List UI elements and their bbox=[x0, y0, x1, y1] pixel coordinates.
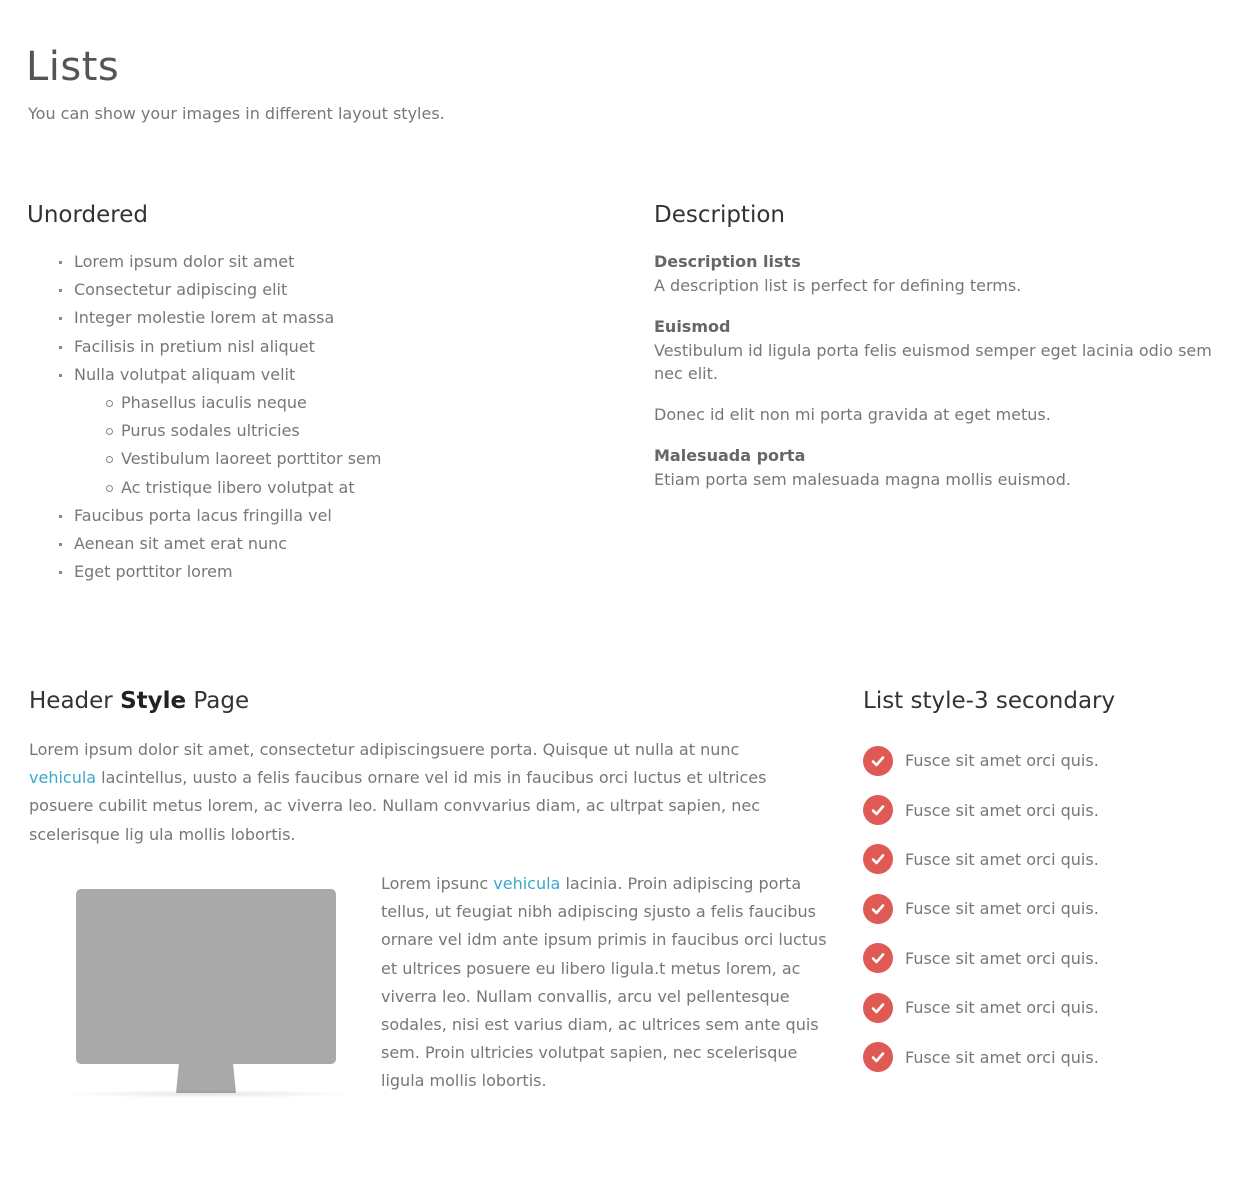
list-item-label: Nulla volutpat aliquam velit bbox=[74, 364, 296, 384]
check-list-item bbox=[863, 983, 1243, 1032]
check-list-label: Fusce sit amet orci quis. bbox=[905, 800, 1099, 820]
check-list-label: Fusce sit amet orci quis. bbox=[905, 751, 1099, 771]
description-definition: Etiam porta sem malesuada magna mollis euismod. bbox=[654, 470, 1071, 489]
list-item: Facilisis in pretium nisl aliquet bbox=[59, 333, 587, 361]
list-item: Lorem ipsum dolor sit amet bbox=[59, 248, 587, 276]
check-list-label: Fusce sit amet orci quis. bbox=[905, 998, 1099, 1018]
check-list-label: Fusce sit amet orci quis. bbox=[905, 899, 1099, 919]
heading-bold-text: Style bbox=[120, 688, 187, 714]
list-style-3-section bbox=[863, 688, 1243, 1082]
nested-list bbox=[106, 389, 587, 502]
nested-list-item: Purus sodales ultricies bbox=[106, 417, 587, 445]
check-list-item bbox=[863, 934, 1243, 983]
check-list-item bbox=[863, 1032, 1243, 1081]
description-definition: A description list is perfect for defining terms. bbox=[654, 276, 1022, 295]
check-list-item bbox=[863, 835, 1243, 884]
page-title: Lists bbox=[26, 44, 120, 90]
monitor-icon bbox=[29, 870, 369, 1110]
description-definition-extra: Donec id elit non mi porta gravida at eget metus. bbox=[654, 405, 1051, 424]
paragraph-text: Lorem ipsum dolor sit amet, consectetur adipiscingsuere porta. Quisque ut nulla at nunc bbox=[29, 740, 740, 759]
vehicula-link[interactable]: vehicula bbox=[493, 874, 561, 893]
media-paragraph bbox=[381, 870, 831, 1096]
unordered-list bbox=[59, 248, 587, 586]
list-style-3-heading: List style-3 secondary bbox=[863, 688, 1116, 714]
list-item: Aenean sit amet erat nunc bbox=[59, 530, 587, 558]
check-list bbox=[863, 736, 1243, 1082]
description-heading: Description bbox=[654, 202, 785, 228]
nested-list-item: Ac tristique libero volutpat at bbox=[106, 474, 587, 502]
list-item: Integer molestie lorem at massa bbox=[59, 304, 587, 332]
list-item: Consectetur adipiscing elit bbox=[59, 276, 587, 304]
check-circle-icon bbox=[863, 993, 893, 1023]
paragraph-text: lacintellus, uusto a felis faucibus ornare vel id mis in faucibus orci luctus et ultrices posuere cubilit metus lorem, ac viverra leo. Nullam convvarius diam, ac ultrpat sapien, nec scelerisque lig ula mollis lobortis. bbox=[29, 768, 767, 844]
check-list-label: Fusce sit amet orci quis. bbox=[905, 849, 1099, 869]
check-list-label: Fusce sit amet orci quis. bbox=[905, 1047, 1099, 1067]
heading-text: Page bbox=[186, 688, 250, 714]
monitor-stand bbox=[176, 1063, 236, 1093]
check-list-label: Fusce sit amet orci quis. bbox=[905, 948, 1099, 968]
header-style-heading bbox=[29, 688, 829, 714]
monitor-shadow bbox=[59, 1090, 359, 1098]
check-circle-icon bbox=[863, 795, 893, 825]
description-section bbox=[654, 202, 1234, 509]
check-circle-icon bbox=[863, 746, 893, 776]
unordered-section bbox=[27, 202, 587, 586]
check-list-item bbox=[863, 785, 1243, 834]
list-item: Faucibus porta lacus fringilla vel bbox=[59, 502, 587, 530]
check-list-item bbox=[863, 884, 1243, 933]
check-list-item bbox=[863, 736, 1243, 785]
paragraph-text: Lorem ipsunc bbox=[381, 874, 494, 893]
list-item bbox=[59, 361, 587, 502]
check-circle-icon bbox=[863, 1042, 893, 1072]
vehicula-link[interactable]: vehicula bbox=[29, 768, 97, 788]
description-term: Euismod bbox=[654, 317, 731, 336]
nested-list-item: Vestibulum laoreet porttitor sem bbox=[106, 445, 587, 473]
description-list bbox=[654, 250, 1234, 491]
header-style-paragraph bbox=[29, 736, 809, 849]
check-circle-icon bbox=[863, 844, 893, 874]
header-style-section bbox=[29, 688, 829, 1091]
description-term: Malesuada porta bbox=[654, 446, 806, 465]
unordered-heading: Unordered bbox=[27, 202, 148, 228]
check-circle-icon bbox=[863, 943, 893, 973]
description-definition: Vestibulum id ligula porta felis euismod semper eget lacinia odio sem nec elit. bbox=[654, 341, 1212, 383]
check-circle-icon bbox=[863, 894, 893, 924]
description-term: Description lists bbox=[654, 252, 801, 271]
monitor-screen bbox=[76, 889, 336, 1064]
page-subtitle: You can show your images in different layout styles. bbox=[28, 104, 445, 123]
nested-list-item: Phasellus iaculis neque bbox=[106, 389, 587, 417]
list-item: Eget porttitor lorem bbox=[59, 558, 587, 586]
paragraph-text: lacinia. Proin adipiscing porta tellus, ut feugiat nibh adipiscing sjusto a felis faucibus ornare vel idm ante ipsum primis in faucibus orci luctus et ultrices posuere eu libero ligula.t metus lorem, ac viverra leo. Nullam convallis, arcu vel pellentesque sodales, nisi est varius diam, ac ultrices sem ante quis sem. Proin ultricies volutpat sapien, nec scelerisque ligula mollis lobortis. bbox=[381, 874, 827, 1091]
heading-text: Header bbox=[29, 688, 121, 714]
